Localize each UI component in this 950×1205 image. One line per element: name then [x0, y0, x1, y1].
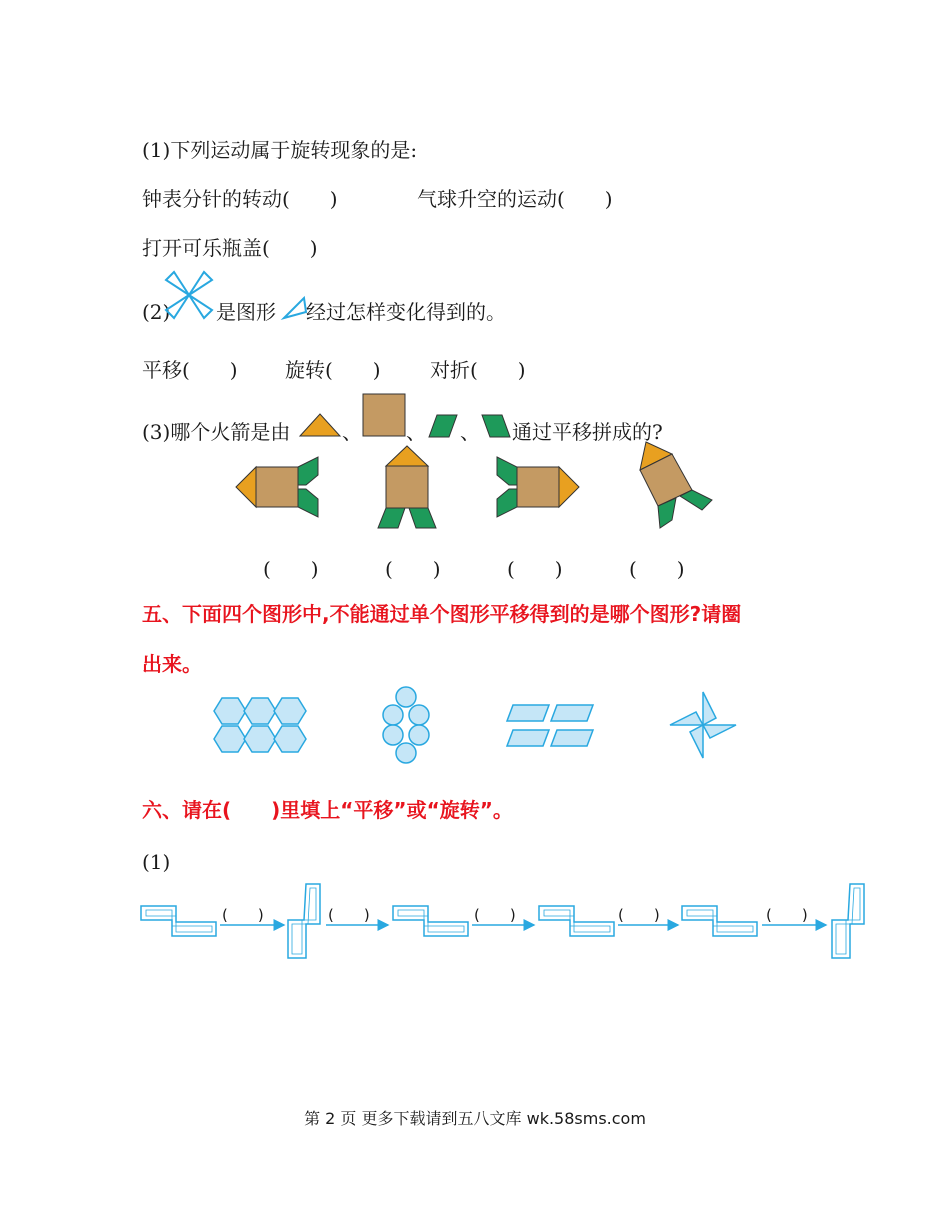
seq-answer-blank-3[interactable]: ( ) [474, 906, 516, 924]
q1-title: (1)下列运动属于旋转现象的是: [142, 138, 418, 162]
pinwheel-figure[interactable] [668, 690, 738, 760]
q2-prefix: (2) [142, 300, 171, 324]
page-footer: 第 2 页 更多下载请到五八文库 wk.58sms.com [304, 1109, 646, 1128]
q2-option-fold: 对折( ) [430, 358, 526, 382]
q3-sep-1: 、 [342, 420, 362, 444]
orange-triangle-piece [298, 412, 342, 438]
rocket-a [234, 455, 324, 519]
circle-cluster-figure[interactable] [380, 686, 432, 764]
rocket-a-answer-blank[interactable]: ( ) [263, 557, 319, 581]
q3-prefix: (3)哪个火箭是由 [142, 420, 291, 444]
rocket-d [636, 440, 716, 530]
rocket-d-answer-blank[interactable]: ( ) [629, 557, 685, 581]
seq-answer-blank-5[interactable]: ( ) [766, 906, 808, 924]
triangle-unit-figure [282, 296, 308, 322]
hexagon-grid-figure[interactable] [212, 694, 308, 756]
q1-option-c: 打开可乐瓶盖( ) [142, 236, 318, 260]
q2-mid-text: 是图形 [216, 300, 276, 324]
q1-option-b: 气球升空的运动( ) [417, 187, 613, 211]
rocket-c-answer-blank[interactable]: ( ) [507, 557, 563, 581]
q3-sep-2: 、 [406, 420, 426, 444]
green-parallelogram-right-piece [480, 414, 512, 438]
q3-post-text: 通过平移拼成的? [512, 420, 663, 444]
brown-square-piece [362, 393, 406, 437]
section-5-title-line1: 五、下面四个图形中,不能通过单个图形平移得到的是哪个图形?请圈 [142, 602, 742, 626]
section-6-sub-label: (1) [142, 850, 171, 874]
rocket-c [493, 455, 583, 519]
pinwheel-flower-figure [164, 270, 214, 320]
parallelogram-grid-figure[interactable] [505, 703, 597, 749]
q2-option-translate: 平移( ) [142, 358, 238, 382]
q2-option-rotate: 旋转( ) [285, 358, 381, 382]
section-5-title-line2: 出来。 [142, 652, 202, 676]
rocket-b [372, 444, 442, 530]
q2-post-text: 经过怎样变化得到的。 [306, 300, 506, 324]
rocket-b-answer-blank[interactable]: ( ) [385, 557, 441, 581]
seq-answer-blank-1[interactable]: ( ) [222, 906, 264, 924]
section-6-title: 六、请在( )里填上“平移”或“旋转”。 [142, 798, 513, 822]
seq-answer-blank-4[interactable]: ( ) [618, 906, 660, 924]
green-parallelogram-left-piece [427, 414, 459, 438]
seq-answer-blank-2[interactable]: ( ) [328, 906, 370, 924]
q3-sep-3: 、 [460, 420, 480, 444]
q1-option-a: 钟表分针的转动( ) [142, 187, 338, 211]
